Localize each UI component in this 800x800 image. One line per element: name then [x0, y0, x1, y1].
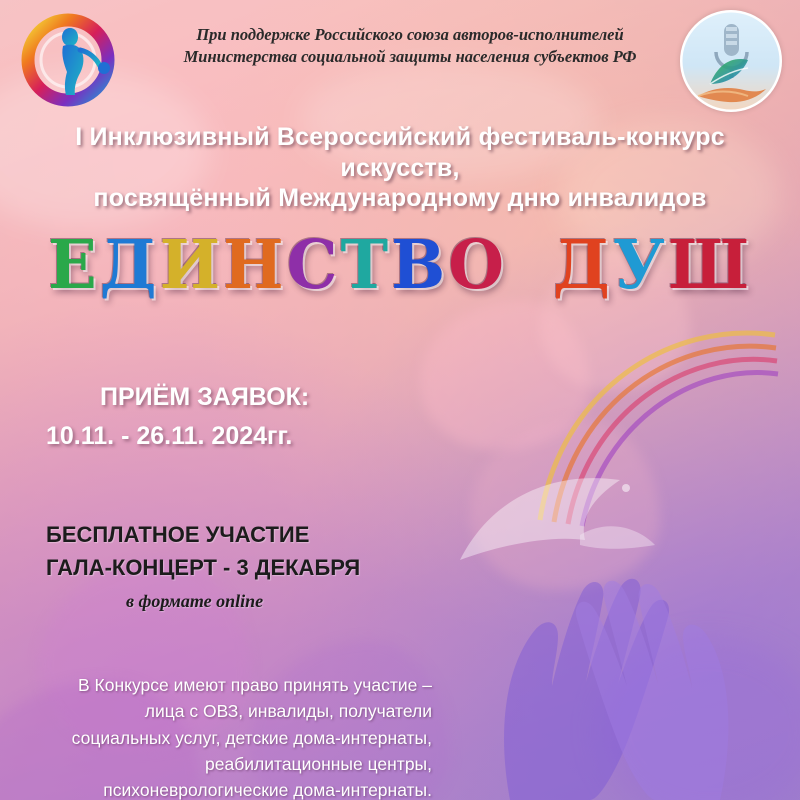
participation-info [46, 518, 360, 615]
eligibility-line-3: социальных услуг, детские дома-интернаты, [71, 727, 432, 748]
microphone-emblem-logo [680, 10, 782, 112]
application-dates [46, 378, 309, 456]
festival-name-letter-0: Е [47, 226, 100, 305]
festival-name-letter-10: У [612, 226, 668, 305]
eligibility-line-4: реабилитационные центры, [205, 753, 432, 774]
festival-name-letter-4: С [286, 226, 341, 305]
festival-name-letter-1: Д [99, 226, 160, 305]
title-line-3: посвящённый Международному дню инвалидов [93, 184, 707, 212]
support-line-2: Министерства социальной защиты населения субъектов РФ [183, 47, 637, 67]
festival-name-letter-3: Н [223, 226, 287, 305]
festival-name-letter-6: В [391, 226, 449, 305]
free-participation-label: БЕСПЛАТНОЕ УЧАСТИЕ [46, 522, 310, 547]
singer-silhouette-logo [18, 10, 130, 110]
title-line-2: искусств, [340, 153, 460, 182]
page-title [30, 122, 770, 214]
eligibility-line-5: психоневрологические дома-интернаты. [103, 780, 432, 800]
hands-decoration [440, 500, 770, 800]
title-line-1: I Инклюзивный Всероссийский фестиваль-конкурс [75, 123, 725, 151]
eligibility-line-2: лица с ОВЗ, инвалиды, получатели [144, 701, 432, 722]
festival-name-letter-7: О [448, 226, 508, 305]
format-online-label: в формате online [126, 591, 264, 611]
festival-name-letter-9: Д [553, 226, 613, 305]
gala-concert-label: ГАЛА-КОНЦЕРТ - 3 ДЕКАБРЯ [46, 555, 361, 580]
festival-name-letter-11: Ш [667, 226, 753, 305]
applications-dates: 10.11. - 26.11. 2024гг. [46, 421, 293, 450]
eligibility-text [12, 672, 432, 800]
festival-name [0, 228, 800, 303]
applications-label: ПРИЁМ ЗАЯВОК: [100, 383, 310, 411]
festival-name-letter-2: И [159, 226, 224, 305]
support-line-1: При поддержке Российского союза авторов-исполнителей [196, 25, 624, 44]
support-text [150, 24, 670, 69]
festival-name-letter-5: Т [340, 226, 392, 305]
eligibility-line-1: В Конкурсе имеют право принять участие – [78, 675, 432, 695]
